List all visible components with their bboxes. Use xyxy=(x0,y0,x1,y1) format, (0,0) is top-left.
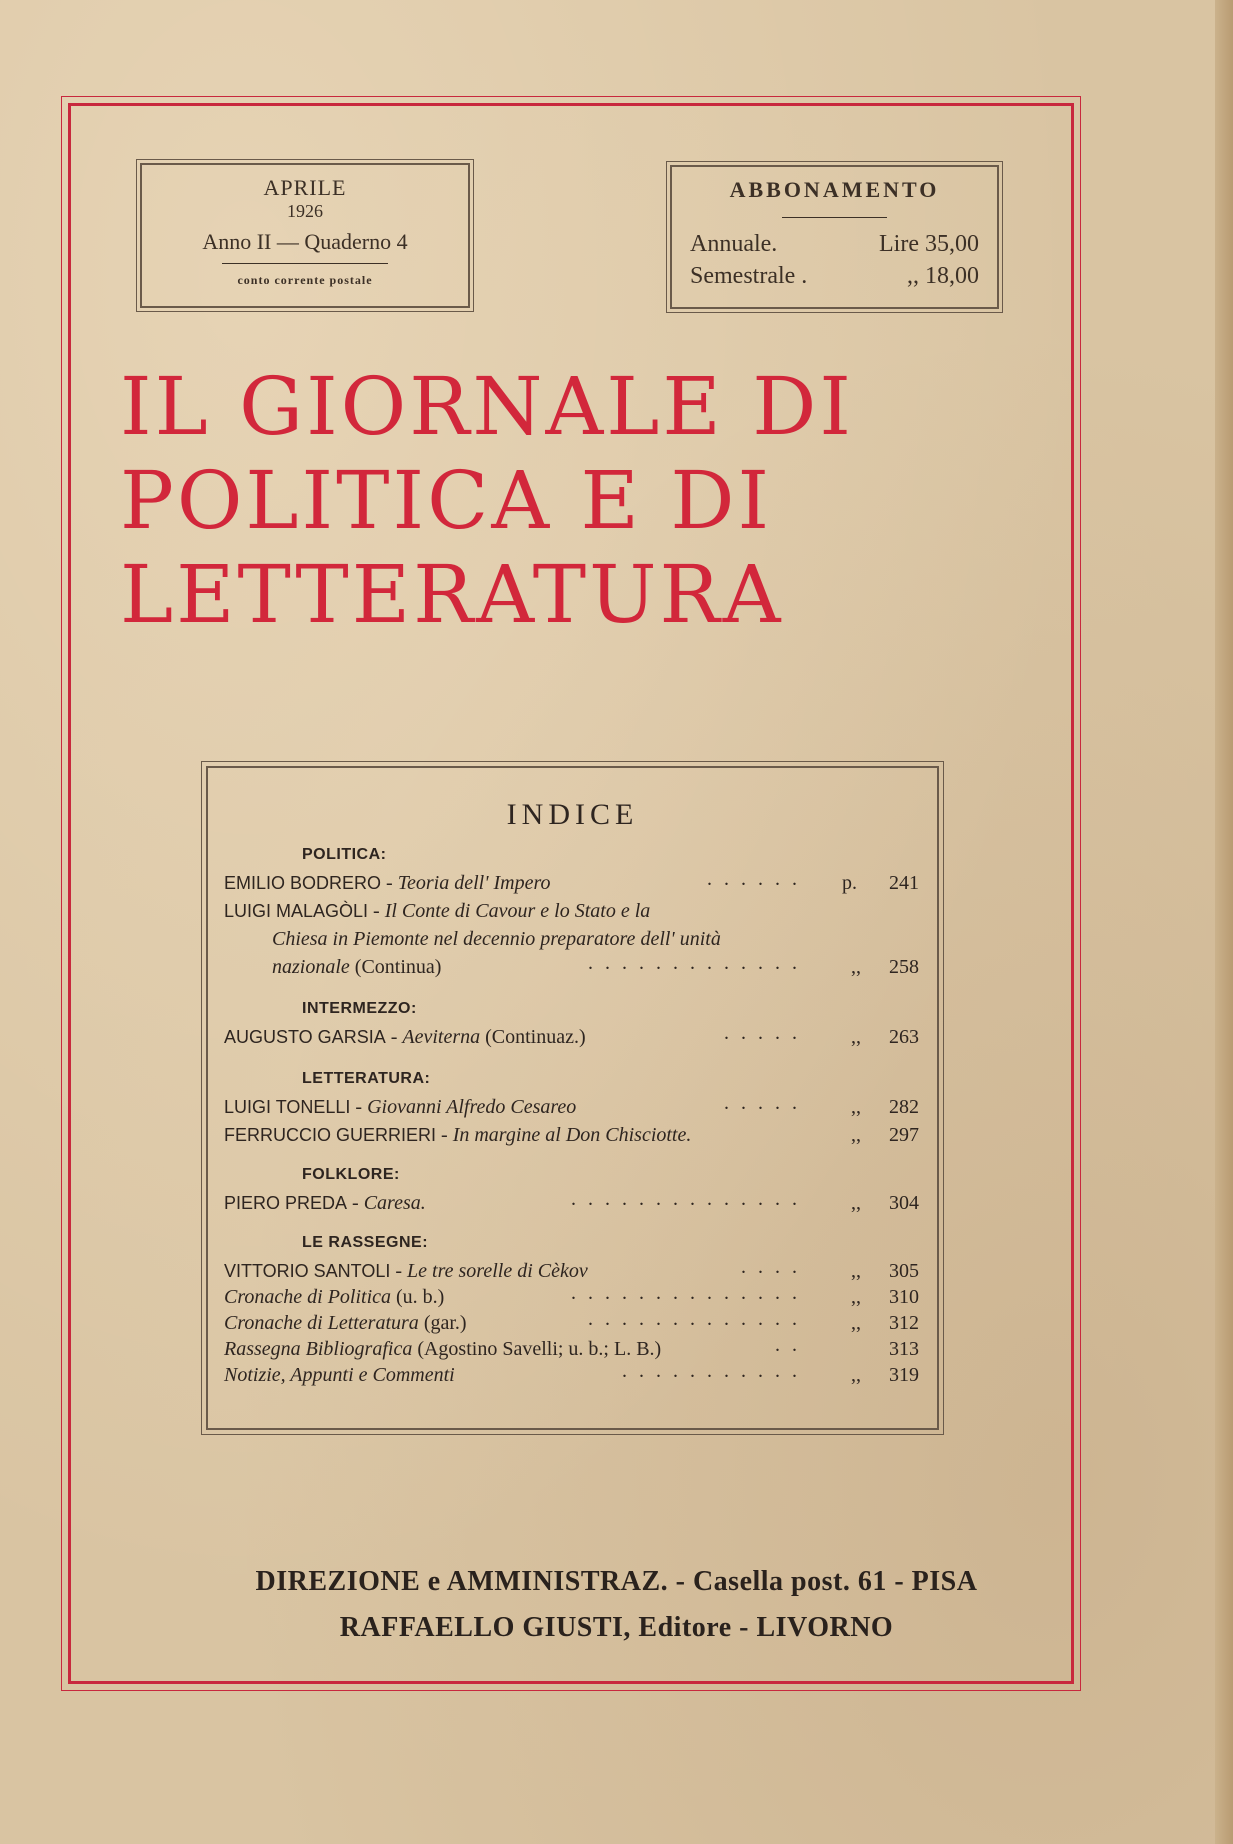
section-politica: POLITICA: xyxy=(302,846,387,863)
subscription-title: ABBONAMENTO xyxy=(729,177,940,202)
ditto-mark: ,, xyxy=(851,1026,861,1048)
entry-title: Giovanni Alfredo Cesareo xyxy=(367,1096,577,1118)
masthead-line-1: IL GIORNALE DI xyxy=(120,360,854,453)
ditto-mark: ,, xyxy=(851,1124,861,1146)
entry-author: VITTORIO SANTOLI xyxy=(224,1261,391,1281)
semester-price: ,, 18,00 xyxy=(907,263,979,289)
entry-page: 312 xyxy=(889,1312,919,1334)
toc-entry: Notizie, Appunti e Commenti ........... ,, 319 xyxy=(224,1360,919,1386)
ditto-mark: ,, xyxy=(851,1312,861,1334)
entry-title-continued: nazionale xyxy=(272,956,350,978)
annual-row xyxy=(672,231,997,261)
issue-month: APRILE xyxy=(263,175,347,200)
masthead-line-2: POLITICA E DI xyxy=(120,454,773,547)
entry-title: In margine al Don Chisciotte. xyxy=(452,1124,692,1146)
index-title: INDICE xyxy=(506,798,639,831)
entry-author: LUIGI TONELLI xyxy=(224,1097,351,1117)
section-intermezzo: INTERMEZZO: xyxy=(302,1000,417,1017)
entry-page: 263 xyxy=(889,1026,919,1048)
entry-title: Teoria dell' Impero xyxy=(397,872,551,894)
divider xyxy=(782,217,887,218)
entry-title-continued: Chiesa in Piemonte nel decennio preparatore dell' unità xyxy=(272,928,721,950)
masthead-title xyxy=(120,360,1050,642)
entry-title: Cronache di Letteratura xyxy=(224,1312,419,1334)
entry-title: Notizie, Appunti e Commenti xyxy=(224,1364,455,1386)
entry-note: (Agostino Savelli; u. b.; L. B.) xyxy=(417,1338,662,1360)
ditto-mark: ,, xyxy=(851,1192,861,1214)
page-prefix: p. xyxy=(842,872,857,894)
toc-entry: Rassegna Bibliografica (Agostino Savelli; u. b.; L. B.) .. 313 xyxy=(224,1334,919,1360)
toc-entry: LUIGI MALAGÒLI - Il Conte di Cavour e lo Stato e la xyxy=(224,900,651,922)
entry-title: Cronache di Politica xyxy=(224,1286,392,1308)
entry-title: Caresa. xyxy=(363,1192,426,1214)
annual-label: Annuale. xyxy=(690,231,778,257)
ditto-mark: ,, xyxy=(851,1096,861,1118)
entry-note: (Continua) xyxy=(354,956,442,978)
entry-title: Le tre sorelle di Cèkov xyxy=(407,1260,588,1282)
semester-row xyxy=(672,263,997,293)
section-folklore: FOLKLORE: xyxy=(302,1166,400,1183)
toc-entry: LUIGI TONELLI - Giovanni Alfredo Cesareo ..... ,, 282 xyxy=(224,1092,919,1118)
toc-entry: Cronache di Politica (u. b.) .............. ,, 310 xyxy=(224,1282,919,1308)
semester-label: Semestrale . xyxy=(690,263,808,289)
toc-entry: VITTORIO SANTOLI - Le tre sorelle di Cèkov .... ,, 305 xyxy=(224,1256,919,1282)
table-of-contents xyxy=(206,766,939,1430)
ditto-mark: ,, xyxy=(851,1364,861,1386)
entry-note: (gar.) xyxy=(423,1312,467,1334)
entry-author: AUGUSTO GARSIA xyxy=(224,1027,386,1047)
masthead-line-3: LETTERATURA xyxy=(120,548,784,641)
entry-author: EMILIO BODRERO xyxy=(224,873,382,893)
entry-page: 313 xyxy=(889,1338,919,1360)
entry-author: PIERO PREDA xyxy=(224,1193,348,1213)
issue-number: Anno II — Quaderno 4 xyxy=(202,229,408,254)
footer-address: DIREZIONE e AMMINISTRAZ. - Casella post. 61 - PISA xyxy=(255,1566,978,1597)
entry-title: Il Conte di Cavour e lo Stato e la xyxy=(384,900,651,922)
toc-entry: Cronache di Letteratura (gar.) ............. ,, 312 xyxy=(224,1308,919,1334)
subscription-box xyxy=(670,165,999,309)
section-rassegne: LE RASSEGNE: xyxy=(302,1234,429,1251)
entry-page: 310 xyxy=(889,1286,919,1308)
entry-page: 258 xyxy=(889,956,919,978)
entry-author: FERRUCCIO GUERRIERI xyxy=(224,1125,437,1145)
toc-entry: AUGUSTO GARSIA - Aeviterna (Continuaz.) ..... ,, 263 xyxy=(224,1022,919,1048)
toc-entry-continued: nazionale (Continua) ............. ,, 258 xyxy=(272,952,919,978)
entry-author: LUIGI MALAGÒLI xyxy=(224,901,369,921)
toc-entry-continued xyxy=(224,928,919,954)
postal-note: conto corrente postale xyxy=(237,273,373,287)
toc-entry: PIERO PREDA - Caresa. .............. ,, 304 xyxy=(224,1188,919,1214)
entry-note: (u. b.) xyxy=(396,1286,445,1308)
entry-title: Rassegna Bibliografica xyxy=(224,1338,413,1360)
divider xyxy=(222,263,388,264)
entry-page: 297 xyxy=(889,1124,919,1146)
entry-title: Aeviterna xyxy=(402,1026,481,1048)
toc-entry: EMILIO BODRERO - Teoria dell' Impero ...... p. 241 xyxy=(224,868,919,894)
ditto-mark: ,, xyxy=(851,956,861,978)
entry-page: 319 xyxy=(889,1364,919,1386)
annual-price: Lire 35,00 xyxy=(879,231,979,257)
section-letteratura: LETTERATURA: xyxy=(302,1070,431,1087)
ditto-mark: ,, xyxy=(851,1260,861,1282)
entry-note: (Continuaz.) xyxy=(485,1026,586,1048)
issue-year: 1926 xyxy=(287,201,323,221)
toc-entry: FERRUCCIO GUERRIERI - In margine al Don Chisciotte. ,, 297 xyxy=(224,1124,919,1146)
footer-publisher: RAFFAELLO GIUSTI, Editore - LIVORNO xyxy=(339,1612,894,1643)
issue-date-box xyxy=(140,163,470,308)
entry-page: 304 xyxy=(889,1192,919,1214)
entry-page: 241 xyxy=(889,872,919,894)
ditto-mark: ,, xyxy=(851,1286,861,1308)
entry-page: 305 xyxy=(889,1260,919,1282)
entry-page: 282 xyxy=(889,1096,919,1118)
